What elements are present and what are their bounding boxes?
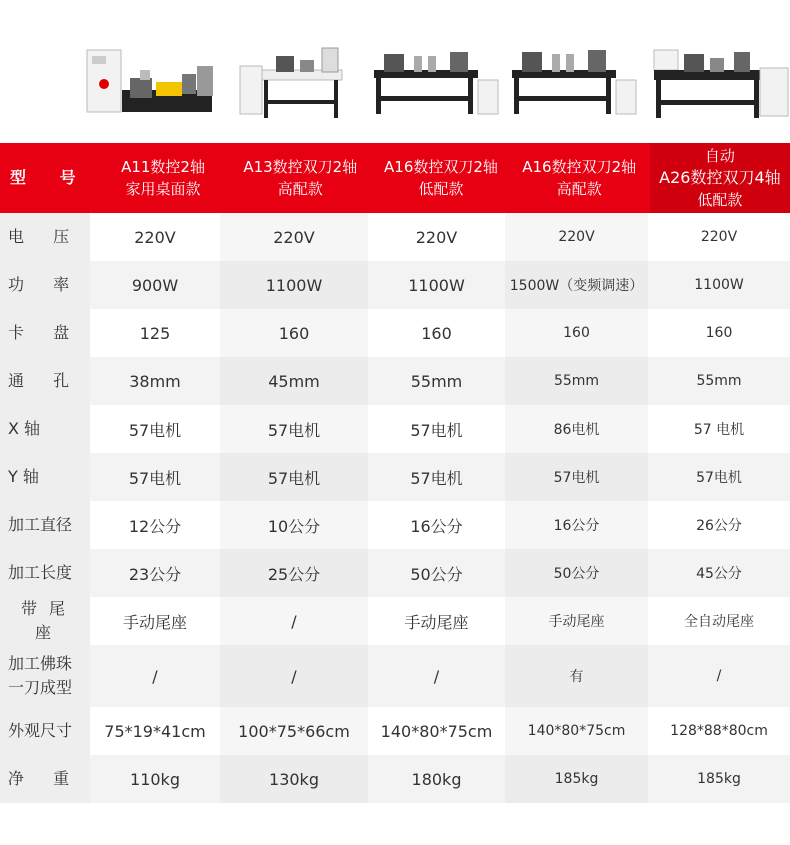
row-label: 带尾座 <box>0 597 90 645</box>
table-cell: 57电机 <box>220 453 368 501</box>
table-cell: 220V <box>220 213 368 261</box>
header-label: 型 号 <box>10 168 90 187</box>
table-header <box>0 143 790 213</box>
table-cell: 140*80*75cm <box>505 707 648 755</box>
row-label: X 轴 <box>0 405 90 453</box>
table-cell: 1100W <box>220 261 368 309</box>
table-cell: 50公分 <box>505 549 648 597</box>
table-row <box>0 213 790 261</box>
spec-table <box>0 143 790 803</box>
table-cell: 57电机 <box>368 453 505 501</box>
row-label: 加工长度 <box>0 549 90 597</box>
table-cell: 185kg <box>505 755 648 803</box>
table-cell: 手动尾座 <box>368 597 505 645</box>
table-row <box>0 755 790 803</box>
table-cell: 220V <box>505 213 648 261</box>
product-images <box>0 0 790 143</box>
table-cell: 45公分 <box>648 549 790 597</box>
table-cell: 57电机 <box>90 405 220 453</box>
table-cell: 160 <box>505 309 648 357</box>
table-row <box>0 453 790 501</box>
table-cell: 55mm <box>368 357 505 405</box>
machine-image-a16-high <box>508 40 638 122</box>
row-label: 电 压 <box>0 213 90 261</box>
table-cell: 57电机 <box>505 453 648 501</box>
table-cell: 220V <box>368 213 505 261</box>
machine-image-a13 <box>238 40 348 122</box>
row-label: 通 孔 <box>0 357 90 405</box>
table-cell: 26公分 <box>648 501 790 549</box>
header-model-2: A13数控双刀2轴 高配款 <box>243 158 358 198</box>
table-cell: 12公分 <box>90 501 220 549</box>
table-cell: 220V <box>90 213 220 261</box>
table-cell: 50公分 <box>368 549 505 597</box>
machine-image-a26 <box>650 40 790 122</box>
table-cell: 55mm <box>648 357 790 405</box>
table-cell: / <box>90 645 220 707</box>
table-cell: 140*80*75cm <box>368 707 505 755</box>
table-cell: 128*88*80cm <box>648 707 790 755</box>
table-cell: 25公分 <box>220 549 368 597</box>
table-cell: 160 <box>648 309 790 357</box>
table-cell: 有 <box>505 645 648 707</box>
table-cell: 55mm <box>505 357 648 405</box>
table-cell: 900W <box>90 261 220 309</box>
table-cell: 10公分 <box>220 501 368 549</box>
header-model-4: A16数控双刀2轴 高配款 <box>522 158 637 198</box>
table-row <box>0 357 790 405</box>
table-row <box>0 261 790 309</box>
table-cell: 57 电机 <box>648 405 790 453</box>
table-cell: 1100W <box>648 261 790 309</box>
table-cell: / <box>220 645 368 707</box>
table-row <box>0 597 790 645</box>
table-row <box>0 645 790 707</box>
table-row <box>0 501 790 549</box>
table-cell: 1100W <box>368 261 505 309</box>
table-cell: 23公分 <box>90 549 220 597</box>
table-cell: 125 <box>90 309 220 357</box>
table-cell: 57电机 <box>90 453 220 501</box>
table-cell: 75*19*41cm <box>90 707 220 755</box>
table-cell: 手动尾座 <box>505 597 648 645</box>
header-model-5: 自动 A26数控双刀4轴 低配款 <box>650 143 790 213</box>
table-cell: 160 <box>368 309 505 357</box>
table-row <box>0 549 790 597</box>
table-cell: 185kg <box>648 755 790 803</box>
row-label: 加工直径 <box>0 501 90 549</box>
table-cell: 1500W（变频调速） <box>505 261 648 309</box>
table-cell: / <box>368 645 505 707</box>
row-label: 加工佛珠 一刀成型 <box>0 645 90 707</box>
machine-image-a11 <box>82 40 232 122</box>
table-cell: / <box>220 597 368 645</box>
row-label: Y 轴 <box>0 453 90 501</box>
header-model-1: A11数控2轴 家用桌面款 <box>121 158 205 198</box>
row-label: 功 率 <box>0 261 90 309</box>
table-cell: 手动尾座 <box>90 597 220 645</box>
table-cell: 16公分 <box>505 501 648 549</box>
table-row <box>0 309 790 357</box>
table-cell: 57电机 <box>220 405 368 453</box>
table-cell: 100*75*66cm <box>220 707 368 755</box>
row-label: 净 重 <box>0 755 90 803</box>
table-cell: 160 <box>220 309 368 357</box>
table-cell: 57电机 <box>368 405 505 453</box>
row-label: 卡 盘 <box>0 309 90 357</box>
table-cell: 45mm <box>220 357 368 405</box>
machine-image-a16-low <box>370 40 500 122</box>
table-cell: 全自动尾座 <box>648 597 790 645</box>
table-row <box>0 707 790 755</box>
header-model-3: A16数控双刀2轴 低配款 <box>384 158 498 198</box>
table-cell: 220V <box>648 213 790 261</box>
table-cell: 16公分 <box>368 501 505 549</box>
table-cell: 110kg <box>90 755 220 803</box>
table-cell: 86电机 <box>505 405 648 453</box>
table-row <box>0 405 790 453</box>
table-cell: 180kg <box>368 755 505 803</box>
table-cell: 57电机 <box>648 453 790 501</box>
table-cell: 130kg <box>220 755 368 803</box>
table-cell: / <box>648 645 790 707</box>
table-cell: 38mm <box>90 357 220 405</box>
row-label: 外观尺寸 <box>0 707 90 755</box>
